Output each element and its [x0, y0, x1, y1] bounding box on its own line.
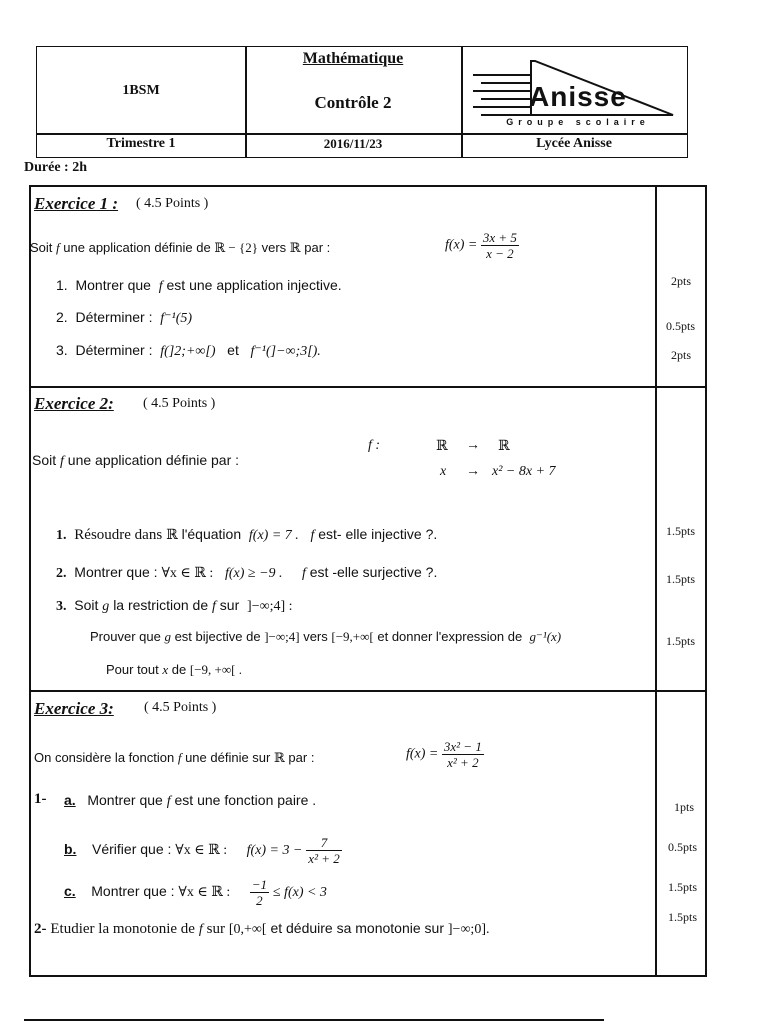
exercise-2-question-2-points: 1.5pts	[666, 572, 696, 586]
school-label: Lycée Anisse	[536, 136, 612, 151]
exercise-1-question-3-points: 2pts	[671, 348, 692, 362]
mapping-arrow: →	[466, 438, 480, 453]
exercise-3-question-a-points: 1pts	[674, 800, 695, 814]
exercise-separator	[30, 386, 706, 388]
exercise-3-points: ( 4.5 Points )	[144, 700, 217, 715]
exam-title: Contrôle 2	[314, 93, 392, 112]
exercise-2-question-3-line-3: Pour tout x de [−9, +∞[ .	[106, 662, 242, 677]
exercise-3-question-2: 2- Etudier la monotonie de f sur [0,+∞[ et déduire sa monotonie sur ]−∞;0].	[34, 920, 490, 937]
exercise-3-part-1-number: 1-	[34, 791, 47, 807]
mapping-domain: ℝ	[436, 439, 448, 454]
exercise-separator	[30, 690, 706, 692]
exercise-1-formula: f(x) = $\frac{3x + 5}{x - 2}$	[445, 230, 517, 261]
logo-subtitle: Groupe scolaire	[506, 117, 650, 127]
exercise-1-question-2: 2. Déterminer : f⁻¹(5)	[56, 309, 193, 326]
mapping-variable: x	[440, 464, 447, 479]
exercise-1-question-3: 3. Déterminer : f(]2;+∞[) et f⁻¹(]−∞;3[).	[56, 342, 321, 359]
exercise-3-question-c-points: 1.5pts	[668, 880, 698, 894]
exercise-1-title: Exercice 1 :	[34, 194, 119, 213]
class-label: 1BSM	[122, 83, 160, 98]
exercise-1-question-2-points: 0.5pts	[666, 319, 696, 333]
exercise-3-question-2-points: 1.5pts	[668, 910, 698, 924]
exercise-3-intro: On considère la fonction f une définie sur ℝ par :	[34, 750, 315, 765]
fraction: $\frac{7}{\text{x² + 2}}$	[308, 835, 340, 866]
exercise-1-points: ( 4.5 Points )	[136, 196, 209, 211]
exercise-1-question-1-points: 2pts	[671, 274, 692, 288]
mapping-codomain: ℝ	[498, 439, 510, 454]
fraction: $\frac{-1}{2}$	[251, 877, 267, 908]
date-label: 2016/11/23	[323, 136, 383, 151]
exercise-2-question-3-points: 1.5pts	[666, 634, 696, 648]
fraction: $\frac{3x + 5}{x - 2}$	[482, 230, 517, 261]
mapping-arrow: →	[466, 464, 480, 479]
exercise-2-question-3-line-2: Prouver que g est bijective de ]−∞;4] vers [−9,+∞[ et donner l'expression de g⁻¹(x)	[90, 629, 562, 644]
exercise-2-question-2: 2. Montrer que : ∀x ∈ ℝ : f(x) ≥ −9 . f est -elle surjective ?.	[56, 564, 438, 581]
footer-rule	[24, 1019, 604, 1021]
term-label: Trimestre 1	[106, 136, 176, 151]
exercise-2-question-1-points: 1.5pts	[666, 524, 696, 538]
exercise-1-question-1: 1. Montrer que f est une application injective.	[56, 277, 342, 294]
header-table	[36, 46, 688, 158]
mapping-expression: x² − 8x + 7	[492, 464, 556, 479]
subject-label: Mathématique	[302, 50, 404, 67]
exercise-3-question-a: a. Montrer que f est une fonction paire .	[64, 792, 317, 809]
exercise-1-intro: Soit f une application définie de ℝ − {2} vers ℝ par :	[30, 240, 331, 255]
exercise-2-question-1: 1. Résoudre dans ℝ l'équation f(x) = 7 . f est- elle injective ?.	[56, 526, 438, 543]
exercise-3-formula: f(x) = $\frac{\text{3x² − 1}}{\text{x² + 2}}$	[406, 739, 482, 770]
header-divider	[37, 133, 687, 135]
fraction: $\frac{\text{3x² − 1}}{\text{x² + 2}}$	[443, 739, 482, 770]
exercise-3-question-c: c. Montrer que : ∀x ∈ ℝ : $\frac{-1}{2}$ ≤ f(x) < 3	[64, 877, 327, 908]
exercise-3-question-b: b. Vérifier que : ∀x ∈ ℝ : f(x) = 3 − $\frac{7}{\text{x² + 2}}$	[64, 835, 340, 866]
exercise-2-title: Exercice 2:	[34, 394, 114, 413]
logo-name: Anisse	[529, 81, 627, 112]
mapping-f: f :	[368, 438, 381, 453]
exercise-2-intro: Soit f une application définie par :	[32, 452, 240, 469]
duration-label: Durée : 2h	[24, 160, 87, 175]
exercise-2-question-3: 3. Soit g la restriction de f sur ]−∞;4] :	[56, 597, 293, 614]
exercise-3-title: Exercice 3:	[34, 699, 114, 718]
school-logo	[473, 53, 683, 129]
exercise-2-points: ( 4.5 Points )	[143, 396, 216, 411]
exercise-3-question-b-points: 0.5pts	[668, 840, 698, 854]
points-column-divider	[655, 186, 657, 976]
